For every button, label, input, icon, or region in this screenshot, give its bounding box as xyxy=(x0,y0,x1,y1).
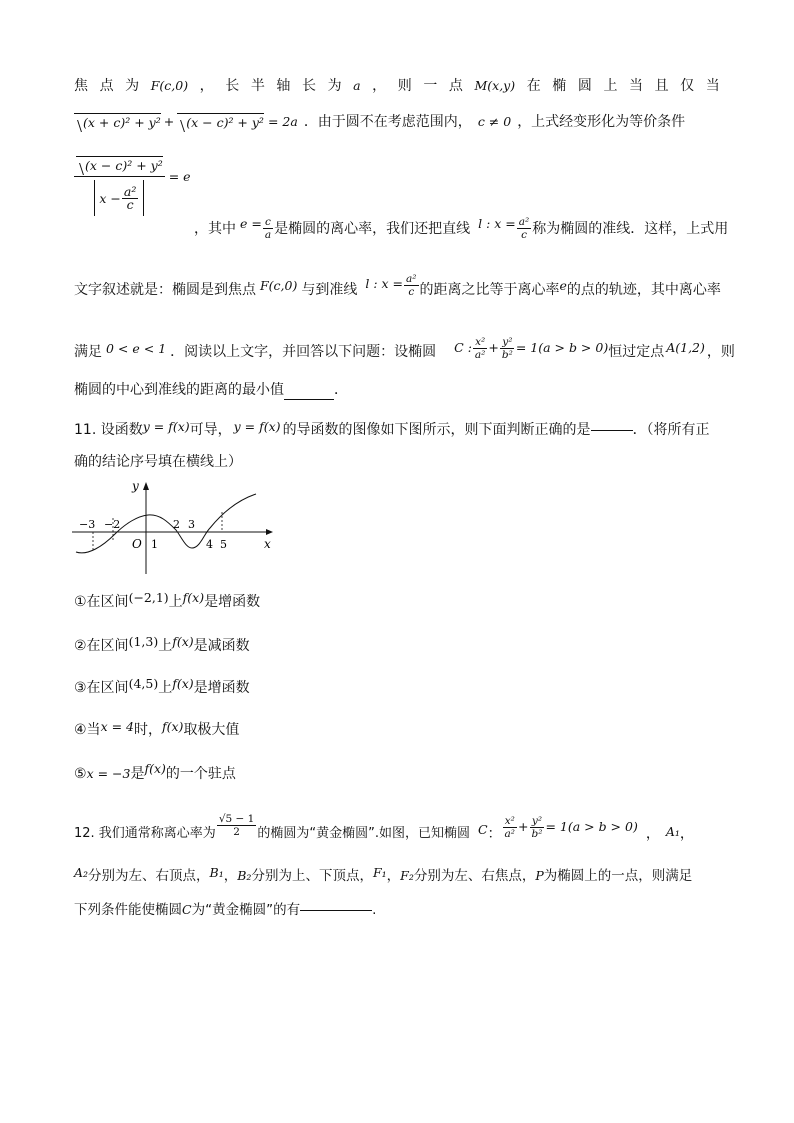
option-math: (−2,1) xyxy=(128,590,169,605)
text: 恒过定点 xyxy=(608,344,665,360)
fraction-denominator: 2 xyxy=(233,825,240,838)
text: 的椭圆为“黄金椭圆”.如图，已知椭圆 xyxy=(257,826,470,841)
question-11-line-1 xyxy=(74,420,720,440)
paragraph-line-1 xyxy=(74,76,720,96)
text: 焦 xyxy=(74,78,88,94)
ellipse-label: C : xyxy=(454,340,472,355)
text: 一 xyxy=(423,78,438,94)
denominator-x: x − xyxy=(99,190,121,206)
denominator-abs xyxy=(94,180,144,216)
text: 下列条件能使椭圆 xyxy=(74,902,182,918)
answer-blank[interactable] xyxy=(284,399,334,400)
text: 为椭圆上的一点，则满足 xyxy=(543,868,693,884)
math-e: e xyxy=(559,278,567,293)
text: 的距离之比等于离心率 xyxy=(419,282,560,298)
fraction-numerator: c xyxy=(265,216,271,228)
option-function: f(x) xyxy=(162,719,184,734)
option-text: 时， xyxy=(134,722,162,738)
text: 分别为左、右焦点， xyxy=(413,868,536,884)
paragraph-line-4 xyxy=(74,272,721,300)
x-fraction xyxy=(503,815,517,840)
option-2 xyxy=(74,636,720,656)
text: 的导函数的图像如下图所示，则下面判断正确的是 xyxy=(282,422,591,438)
tick-label: 5 xyxy=(220,538,227,551)
text: 当 xyxy=(705,78,720,94)
answer-blank[interactable] xyxy=(591,430,633,431)
directrix-label: l : x = xyxy=(365,276,404,291)
option-text: ③在区间 xyxy=(74,680,129,696)
fraction-numerator: √5 − 1 xyxy=(218,812,255,825)
text: 称为椭圆的准线．这样，上式用 xyxy=(532,220,729,237)
option-text: ①在区间 xyxy=(74,594,129,610)
text: 半 xyxy=(250,78,265,94)
math-a: a xyxy=(353,78,361,93)
question-12-line-2 xyxy=(74,866,720,886)
text: ，其中 xyxy=(194,220,236,237)
paragraph-line-5 xyxy=(74,335,735,362)
option-function: f(x) xyxy=(172,676,194,691)
focus-f1: F₁ xyxy=(372,865,387,880)
plus-sign: + xyxy=(488,340,499,355)
tick-label: 1 xyxy=(151,538,158,551)
tick-label: −3 xyxy=(79,518,96,531)
text: 圆 xyxy=(577,78,592,94)
vertex-a2: A₂ xyxy=(74,865,89,880)
text: 点 xyxy=(448,78,463,94)
x-axis-arrow xyxy=(266,529,273,535)
text: 确的结论序号填在横线上） xyxy=(74,454,242,470)
fraction-numerator: x² xyxy=(504,814,515,827)
tick-label: 2 xyxy=(173,518,180,531)
eccentricity-condition: 0 < e < 1 xyxy=(106,341,167,356)
ellipse-label: C xyxy=(477,822,488,837)
text: ．阅读以上文字，并回答以下问题：设椭圆 xyxy=(170,344,437,360)
option-text: 上 xyxy=(158,680,173,696)
question-12-line-3 xyxy=(74,900,720,920)
option-function: f(x) xyxy=(182,590,205,605)
text: 长 xyxy=(301,78,316,94)
option-text: 取极大值 xyxy=(183,722,240,738)
function-label: y = f(x) xyxy=(142,419,190,434)
fraction-numerator: y² xyxy=(531,814,543,827)
x-fraction xyxy=(473,336,487,361)
text: ．由于圆不在考虑范围内， xyxy=(303,114,472,130)
option-math: (4,5) xyxy=(128,676,159,691)
plus-sign: + xyxy=(518,819,529,834)
text: 椭 xyxy=(552,78,567,94)
text: ， xyxy=(386,868,401,884)
option-text: 上 xyxy=(158,638,173,654)
focus-point: F(c,0) xyxy=(260,278,298,293)
text: 在 xyxy=(526,78,541,94)
text: 文字叙述就是：椭圆是到焦点 xyxy=(74,282,256,298)
paragraph-line-2 xyxy=(74,112,720,132)
fraction-numerator: a² xyxy=(518,216,530,228)
text: ， xyxy=(199,78,214,94)
option-text: 的一个驻点 xyxy=(165,766,236,782)
ellipse-equation-rhs: = 1(a > b > 0) xyxy=(545,819,638,834)
condition: c ≠ 0 xyxy=(477,114,512,129)
text: ．（将所有正 xyxy=(632,422,710,438)
text: 且 xyxy=(654,78,669,94)
answer-blank[interactable] xyxy=(300,910,372,911)
sqrt-expression: (x − c)² + y² xyxy=(177,113,264,132)
option-text: 是减函数 xyxy=(193,638,250,654)
option-function: f(x) xyxy=(144,761,166,776)
option-text: ⑤ xyxy=(74,766,87,782)
fraction-denominator: b² xyxy=(501,348,513,361)
text: 分别为左、右顶点， xyxy=(88,868,210,884)
text: ， xyxy=(372,78,387,94)
fraction xyxy=(122,183,138,212)
text: ，则 xyxy=(706,344,735,360)
plus-sign: + xyxy=(163,114,175,129)
origin-label: O xyxy=(132,537,142,551)
text: 上 xyxy=(603,78,618,94)
x-axis-label: x xyxy=(264,537,271,551)
equals-e: = e xyxy=(168,168,191,184)
y-axis-label: y xyxy=(132,479,139,493)
text: 满足 xyxy=(74,344,102,360)
text: 轴 xyxy=(276,78,291,94)
point-m: M(x,y) xyxy=(474,78,516,93)
option-text: 是增函数 xyxy=(193,680,250,696)
option-1 xyxy=(74,592,720,612)
text: 点 xyxy=(99,78,114,94)
fraction-denominator: b² xyxy=(531,827,543,840)
ellipse-equation-rhs: = 1(a > b > 0) xyxy=(515,340,609,355)
text: ， xyxy=(223,868,238,884)
fraction-denominator: c xyxy=(408,285,415,298)
e-label: e = xyxy=(240,215,262,231)
tick-label: 3 xyxy=(188,518,195,531)
y-axis-arrow xyxy=(143,482,149,490)
option-text: 是增函数 xyxy=(204,594,261,610)
fraction-numerator: y² xyxy=(502,335,513,348)
y-fraction xyxy=(500,336,515,361)
ellipse-label: C xyxy=(182,902,192,917)
text: ， xyxy=(645,826,660,842)
text: ： xyxy=(487,826,502,842)
text: 为“黄金椭圆”的有 xyxy=(191,902,301,918)
directrix-fraction xyxy=(517,216,531,241)
focus-f2: F₂ xyxy=(400,868,414,883)
option-4 xyxy=(74,720,720,740)
text: 的点的轨迹，其中离心率 xyxy=(566,282,721,298)
option-math: x = −3 xyxy=(86,766,131,781)
option-math: (1,3) xyxy=(128,634,159,649)
option-function: f(x) xyxy=(172,634,194,649)
eccentricity-fraction xyxy=(263,216,273,241)
vertex-b2: B₂ xyxy=(237,868,252,883)
paragraph-line-6 xyxy=(74,380,720,400)
fraction-denominator: a² xyxy=(474,348,486,361)
text: 是椭圆的离心率，我们还把直线 xyxy=(274,220,471,237)
y-fraction xyxy=(530,815,545,840)
text: 则 xyxy=(397,78,412,94)
option-5 xyxy=(74,761,720,784)
sqrt-expression: (x + c)² + y² xyxy=(74,113,161,132)
text: 可导， xyxy=(189,422,232,438)
fraction-numerator: a² xyxy=(123,183,137,199)
numerator-sqrt: (x − c)² + y² xyxy=(76,156,163,175)
fraction-denominator: c xyxy=(126,196,134,212)
function-label: y = f(x) xyxy=(233,419,281,434)
equation-rhs: = 2a xyxy=(267,114,298,129)
option-3 xyxy=(74,678,720,698)
fraction-numerator: x² xyxy=(475,335,486,348)
text: ， xyxy=(679,826,694,842)
fraction-denominator: c xyxy=(521,229,527,241)
text: ，上式经变形化为等价条件 xyxy=(517,114,686,130)
golden-ratio-fraction xyxy=(217,813,257,838)
directrix-label: l : x = xyxy=(478,215,516,231)
text: 为 xyxy=(125,78,140,94)
question-11-line-2 xyxy=(74,452,720,472)
option-text: 上 xyxy=(168,594,183,610)
text: 与到准线 xyxy=(301,282,358,298)
text: 椭圆的中心到准线的距离的最小值 xyxy=(74,382,284,398)
text: 长 xyxy=(225,78,240,94)
option-text: ④当 xyxy=(74,722,101,738)
ratio-formula xyxy=(74,156,191,216)
tick-label: −2 xyxy=(104,518,121,531)
fraction-denominator: a² xyxy=(504,827,516,840)
focus-point: F(c,0) xyxy=(150,78,189,93)
text: . xyxy=(372,902,377,918)
text: 仅 xyxy=(680,78,695,94)
directrix-fraction xyxy=(404,273,418,298)
question-11-prefix: 11. 设函数 xyxy=(74,422,143,438)
point-p: P xyxy=(535,868,544,883)
text: ． xyxy=(334,382,348,398)
question-12-prefix: 12. 我们通常称离心率为 xyxy=(74,826,216,841)
text: 当 xyxy=(629,78,644,94)
tick-label: 4 xyxy=(206,538,213,551)
fixed-point: A(1,2) xyxy=(666,340,705,355)
fraction-numerator: a² xyxy=(406,272,417,285)
fraction-denominator: a xyxy=(264,229,272,241)
vertex-a1: A₁ xyxy=(665,824,680,839)
vertex-b1: B₁ xyxy=(209,865,224,880)
option-text: ②在区间 xyxy=(74,638,129,654)
derivative-curve xyxy=(76,494,256,553)
derivative-graph xyxy=(68,478,283,576)
paragraph-line-3 xyxy=(74,215,729,241)
option-math: x = 4 xyxy=(100,719,134,734)
option-text: 是 xyxy=(130,766,145,782)
question-12-line-1 xyxy=(74,812,720,844)
text: 为 xyxy=(327,78,342,94)
text: 分别为上、下顶点， xyxy=(251,868,373,884)
